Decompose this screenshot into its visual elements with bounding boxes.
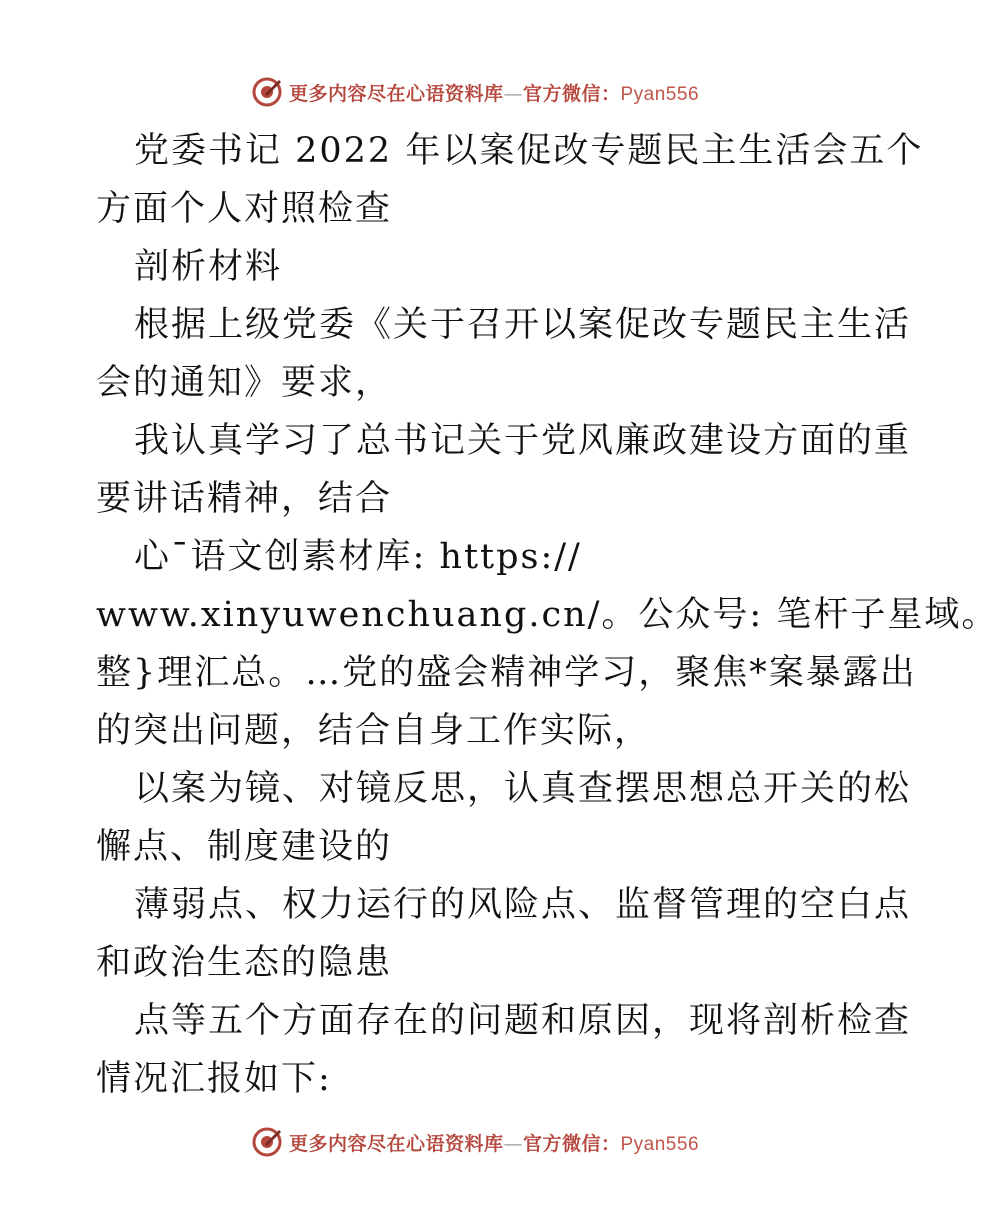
watermark-text xyxy=(289,1129,699,1156)
text-line: 党委书记 2022 年以案促改专题民主生活会五个 xyxy=(134,131,924,171)
text-line: 心¯语文创素材库: https:// xyxy=(134,537,582,577)
watermark-main: 更多内容尽在心语资料库 xyxy=(288,82,504,105)
text-line: 我认真学习了总书记关于党风廉政建设方面的重 xyxy=(134,421,912,461)
watermark-wechat-label: 官方微信： xyxy=(522,1132,621,1155)
text-line: 会的通知》要求， xyxy=(96,363,393,403)
text-line: 整}理汇总。…党的盛会精神学习，聚焦*案暴露出 xyxy=(96,653,917,693)
text-line: 根据上级党委《关于召开以案促改专题民主生活 xyxy=(134,305,912,345)
text-line: 情况汇报如下: xyxy=(96,1059,332,1099)
watermark-dash: — xyxy=(503,82,523,105)
text-line: 薄弱点、权力运行的风险点、监督管理的空白点 xyxy=(134,885,912,925)
logo-icon xyxy=(251,1126,283,1158)
text-line: 的突出问题，结合自身工作实际， xyxy=(96,711,652,751)
text-line: 剖析材料 xyxy=(134,247,283,287)
document-body xyxy=(96,122,998,1108)
text-line: 懈点、制度建设的 xyxy=(96,827,393,867)
watermark-text xyxy=(289,79,699,106)
text-line: 点等五个方面存在的问题和原因，现将剖析检查 xyxy=(134,1001,912,1041)
text-line: 要讲话精神，结合 xyxy=(96,479,393,519)
watermark-wechat-id: Pyan556 xyxy=(620,83,700,105)
header-watermark xyxy=(0,70,950,114)
watermark-wechat-label: 官方微信： xyxy=(522,82,621,105)
logo-icon xyxy=(251,76,283,108)
text-line: 以案为镜、对镜反思，认真查摆思想总开关的松 xyxy=(134,769,912,809)
text-line: 方面个人对照检查 xyxy=(96,189,393,229)
text-line: 和政治生态的隐患 xyxy=(96,943,393,983)
watermark-dash: — xyxy=(503,1132,523,1155)
footer-watermark xyxy=(0,1120,950,1164)
watermark-main: 更多内容尽在心语资料库 xyxy=(288,1132,504,1155)
text-line: www.xinyuwenchuang.cn/。公众号: 笔杆子星域。 xyxy=(96,595,998,635)
watermark-wechat-id: Pyan556 xyxy=(620,1133,700,1155)
